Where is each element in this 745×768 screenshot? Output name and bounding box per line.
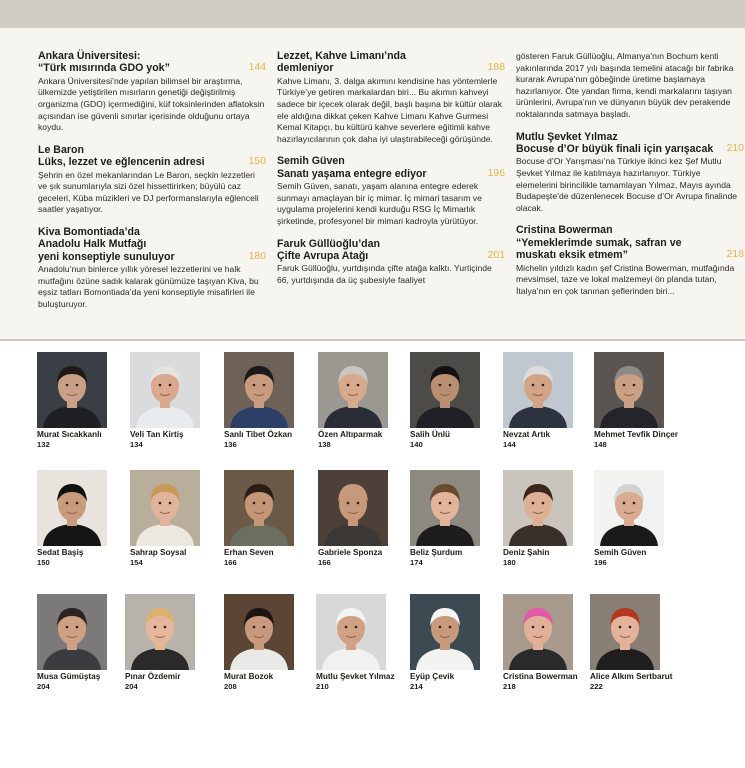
person-card[interactable] [410,594,502,691]
person-name: Nevzat Artık [503,430,551,439]
portrait-photo [503,352,573,428]
person-page: 166 [318,558,331,567]
entry-summary: Bocuse d’Or Yarışması’na Türkiye ikinci kez Şef Mutlu Şevket Yılmaz ile katılmaya hazırlanıyor. Türkiye elemelerini birincilikle tamamlayan Yılmaz, Mayıs ayında Budapeşte’de düzenlenecek Bocuse d’Or Avrupa finalinde olacak. [516,156,738,213]
entry-summary: Faruk Güllüoğlu, yurtdışında çifte atağa kalktı. Yurtiçinde 66, yurtdışında da üç şubesiyle faaliyet [277,263,492,285]
person-page: 138 [318,440,331,449]
person-card[interactable] [590,594,700,691]
portrait-illustration [410,352,480,428]
entry-page-number: 150 [248,156,266,168]
person-name: Özen Altıparmak [318,430,383,439]
portrait-illustration [125,594,195,670]
entry-summary-continued: gösteren Faruk Güllüoğlu, Almanya’nın Bochum kenti yakınlarında 2017 yılı başında temelini atacağı bir fabrika kurarak Avrupa’nın göbeğinde üretime başlamaya hazırlanıyor. Öte yandan firma, kendi markalarını taşıyan ürünlerini, Avrupa’nın ve dünyanın büyük dev perakende noktalarında satmaya başladı. [516,51,734,119]
entry-page-number: 201 [487,249,505,261]
contents-column-3 [516,50,744,307]
person-name: Sanlı Tibet Özkan [224,430,293,439]
portrait-illustration [410,470,480,546]
person-page: 154 [130,558,143,567]
person-card[interactable] [594,352,694,449]
person-page: 166 [224,558,237,567]
portrait-photo [224,352,294,428]
person-card[interactable] [130,470,222,567]
portrait-illustration [130,352,200,428]
portrait-illustration [224,352,294,428]
person-card[interactable] [37,352,129,449]
person-name: Sedat Başiş [37,548,84,557]
person-name: Murat Sıcakkanlı [37,430,102,439]
person-page: 208 [224,682,237,691]
contents-entry[interactable] [38,226,266,311]
entry-title [38,144,266,169]
contents-entry[interactable] [38,144,266,216]
person-name: Gabriele Sponza [318,548,383,557]
entry-title-text: Faruk Güllüoğlu’dan Çifte Avrupa Atağı [277,237,380,262]
contents-entry[interactable] [277,155,505,227]
portrait-illustration [318,352,388,428]
entry-title-text: Cristina Bowerman “Yemeklerimde sumak, safran ve muskatı eksik etmem” [516,224,682,262]
contents-entry[interactable] [277,50,505,145]
person-name: Cristina Bowerman [503,672,578,681]
portrait-illustration [503,470,573,546]
entry-summary: Ankara Üniversitesi’nde yapılan bilimsel bir araştırma, ülkemizde yetiştirilen mısırların genetiği değiştirilmiş organizma (GDO) içermediğini, küf toksinlerinden aflatoksin açısından ise güvenli sınırlar içerisinde olduğunu ortaya koydu. [38,75,265,133]
entry-summary: Anadolu’nun binlerce yıllık yöresel lezzetlerini ve halk mutfağını özüne sadık kalarak günümüze taşıyan Kiva, bu eşsiz tatları Bomontiada’da yeni konseptiyle misafirleri ile buluşturuyor. [38,264,259,309]
entry-title [277,155,505,180]
entry-summary: Michelin yıldızlı kadın şef Cristina Bowerman, mutfağında mevsimsel, taze ve lokal malzemeyi ön planda tutan, İtalya’nın en çok tanınan şeflerinden biri... [516,262,735,296]
portrait-illustration [318,470,388,546]
person-name: Mehmet Tevfik Dinçer [594,430,679,439]
entry-title [516,131,744,156]
person-name: Mutlu Şevket Yılmaz [316,672,395,681]
contents-entry[interactable] [277,238,505,287]
portrait-illustration [224,594,294,670]
person-page: 148 [594,440,607,449]
person-name: Salih Ünlü [410,430,451,439]
entry-summary: Kahve Limanı, 3. dalga akımını kendisine has yöntemlerle Türkiye’ye getiren markalardan biri... Bu akımın kahveyi sadece bir içecek olarak değil, başlı başına bir kültür olarak ele aldığına dikkat çeken Kahve Limanı Kahve Gurmesi Kemal Kitapçı, bu kültürü kahve severlere eğitimli kahve hazırlayıcılarının çok daha iyi ulaştırabileceği görüşünde. [277,75,502,144]
entry-title-text: Le Baron Lüks, lezzet ve eğlencenin adresi [38,143,205,169]
entry-page-number: 196 [487,167,505,179]
person-page: 150 [37,558,50,567]
portrait-photo [503,594,573,670]
entry-page-number: 218 [726,249,744,261]
portrait-photo [318,470,388,546]
person-card[interactable] [410,352,502,449]
person-name: Beliz Şurdum [410,548,463,557]
portrait-illustration [37,352,107,428]
entry-summary: Şehrin en özel mekanlarından Le Baron, seçkin lezzetleri ve şık sunumlarıyla sizi özel hissettirirken; büyülü caz geceleri, Küba müzikleri ve DJ performanslarıyla eğlenceli saatler yaşatıyor. [38,169,259,215]
entry-title [277,50,505,75]
entry-title [38,50,266,75]
person-name: Semih Güven [594,548,647,557]
portrait-photo [130,470,200,546]
portrait-photo [316,594,386,670]
person-page: 136 [224,440,237,449]
portrait-illustration [410,594,480,670]
contents-entry-continued [516,51,744,121]
contents-entry[interactable] [516,131,744,215]
person-card[interactable] [318,470,410,567]
person-card[interactable] [410,470,502,567]
portrait-photo [37,352,107,428]
portrait-illustration [594,352,664,428]
entry-title-text: Kiva Bomontiada’da Anadolu Halk Mutfağı yeni konseptiyle sunuluyor [38,225,175,263]
portrait-photo [125,594,195,670]
portrait-illustration [224,470,294,546]
person-page: 134 [130,440,143,449]
portrait-illustration [37,470,107,546]
entry-page-number: 188 [487,62,505,74]
portrait-photo [37,470,107,546]
person-card[interactable] [37,470,129,567]
portrait-photo [590,594,660,670]
entry-page-number: 180 [248,250,266,262]
person-page: 180 [503,558,516,567]
portrait-photo [410,352,480,428]
portrait-illustration [503,594,573,670]
person-card[interactable] [503,594,595,691]
entry-title [516,224,744,261]
portrait-photo [410,470,480,546]
entry-title-text: Ankara Üniversitesi: “Türk mısırında GDO yok” [38,50,170,75]
person-name: Veli Tan Kirtiş [130,430,184,439]
person-name: Eyüp Çevik [410,672,455,681]
entry-page-number: 144 [248,62,266,74]
person-page: 140 [410,440,423,449]
person-page: 132 [37,440,50,449]
entry-title [38,226,266,263]
portrait-illustration [316,594,386,670]
portrait-photo [224,470,294,546]
person-card[interactable] [37,594,129,691]
person-name: Deniz Şahin [503,548,550,557]
portrait-illustration [594,470,664,546]
portrait-photo [130,352,200,428]
person-page: 218 [503,682,516,691]
person-card[interactable] [503,470,595,567]
entry-summary: Semih Güven, sanatı, yaşam alanına entegre ederek sunmayı amaçlayan bir iç mimar. İç mimari tasarım ve uygulama projelerini kendi kurduğu RSG İç Mimarlık şirketinde, profesyonel bir mimari kadroyla yürütüyor. [277,181,482,226]
contents-entry[interactable] [516,224,744,297]
entry-title-text: Mutlu Şevket Yılmaz Bocuse d’Or büyük finali için yarışacak [516,130,714,155]
person-card[interactable] [316,594,416,691]
person-card[interactable] [318,352,410,449]
person-page: 204 [125,682,138,691]
portrait-illustration [503,352,573,428]
portrait-photo [594,352,664,428]
person-name: Murat Bozok [224,672,274,681]
contents-entry[interactable] [38,50,266,134]
entry-page-number: 210 [726,142,744,154]
person-page: 174 [410,558,423,567]
portrait-illustration [590,594,660,670]
person-card[interactable] [224,594,316,691]
person-page: 222 [590,682,603,691]
person-page: 214 [410,682,423,691]
portrait-photo [318,352,388,428]
entry-title [277,238,505,263]
portrait-illustration [130,470,200,546]
contents-column-2 [277,50,505,297]
person-page: 210 [316,682,329,691]
portrait-illustration [37,594,107,670]
person-name: Erhan Seven [224,548,274,557]
top-band [0,0,745,28]
person-card[interactable] [224,352,316,449]
person-name: Pınar Özdemir [125,672,181,681]
person-page: 144 [503,440,516,449]
person-name: Musa Gümüştaş [37,672,101,681]
person-page: 204 [37,682,50,691]
person-card[interactable] [594,470,686,567]
portrait-photo [224,594,294,670]
portrait-photo [410,594,480,670]
portrait-photo [594,470,664,546]
entry-title-text: Semih Güven Sanatı yaşama entegre ediyor [277,155,427,180]
person-page: 196 [594,558,607,567]
contents-column-1 [38,50,266,321]
person-card[interactable] [224,470,316,567]
person-name: Sahrap Soysal [130,548,187,557]
person-card[interactable] [130,352,222,449]
portrait-photo [503,470,573,546]
person-name: Alice Alkım Sertbarut [590,672,673,681]
person-card[interactable] [503,352,595,449]
entry-title-text: Lezzet, Kahve Limanı’nda demleniyor [277,50,406,75]
person-card[interactable] [125,594,217,691]
portrait-photo [37,594,107,670]
